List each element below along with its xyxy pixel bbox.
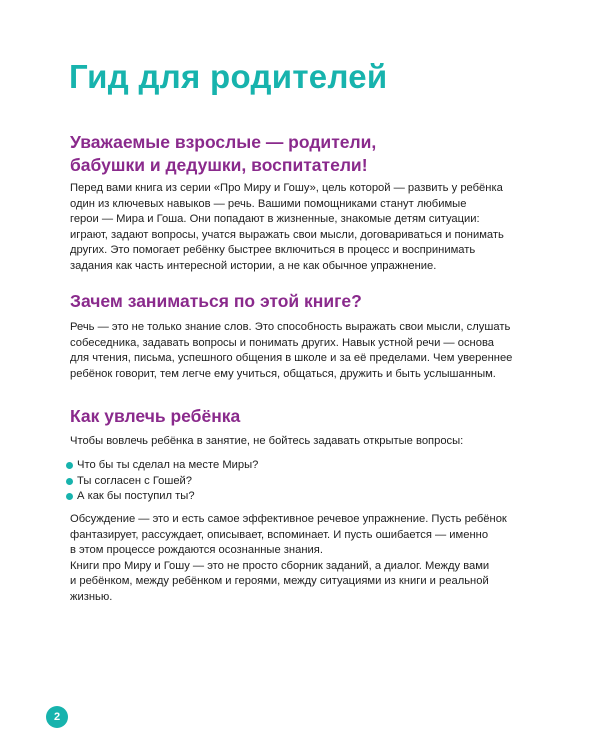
greeting-paragraph: [70, 181, 504, 274]
greeting-heading: [70, 131, 376, 177]
paragraph-line: в этом процессе рождаются осознанные знания.: [70, 544, 323, 556]
paragraph-line: и ребёнком, между ребёнком и героями, между ситуациями из книги и реальной: [70, 575, 489, 587]
paragraph-line: Обсуждение — это и есть самое эффективное речевое упражнение. Пусть ребёнок: [70, 513, 507, 525]
why-paragraph: [70, 320, 512, 382]
list-item: [66, 458, 258, 474]
list-item: [66, 489, 258, 505]
why-heading: Зачем заниматься по этой книге?: [70, 291, 362, 311]
paragraph-line: задания как часть интересной истории, а не как обычное упражнение.: [70, 259, 437, 272]
bullet-dot-icon: [66, 462, 73, 469]
paragraph-line: герои — Мира и Гоша. Они попадают в жизненные, знакомые детям ситуации:: [70, 213, 480, 225]
greeting-heading-line: бабушки и дедушки, воспитатели!: [70, 155, 368, 175]
list-item: [66, 474, 258, 490]
paragraph-line: играют, задают вопросы, учатся выражать свои мысли, договариваться и понимать: [70, 228, 504, 241]
paragraph-line: Книги про Миру и Гошу — это не просто сборник заданий, а диалог. Между вами: [70, 559, 490, 572]
greeting-heading-line: Уважаемые взрослые — родители,: [70, 132, 377, 152]
page-number-badge: 2: [46, 706, 68, 728]
page-title: Гид для родителей: [69, 58, 388, 95]
paragraph-line: для чтения, письма, успешного общения в школе и за её пределами. Чем увереннее: [70, 352, 513, 364]
paragraph-line: ребёнок говорит, тем легче ему учиться, общаться, дружить и быть услышанным.: [70, 367, 496, 380]
list-item-text: Ты согласен с Гошей?: [77, 474, 193, 487]
engage-intro: [70, 434, 463, 450]
paragraph-line: Перед вами книга из серии «Про Миру и Гошу», цель которой — развить у ребёнка: [70, 182, 503, 194]
list-item-text: А как бы поступил ты?: [77, 490, 195, 502]
bullet-dot-icon: [66, 478, 73, 485]
paragraph-line: Речь — это не только знание слов. Это способность выражать свои мысли, слушать: [70, 321, 511, 333]
question-list: [66, 458, 258, 505]
engage-heading: Как увлечь ребёнка: [70, 406, 241, 426]
list-item-text: Что бы ты сделал на месте Миры?: [77, 459, 259, 471]
paragraph-line: собеседника, задавать вопросы и понимать других. Навык устной речи — основа: [70, 336, 494, 349]
bullet-dot-icon: [66, 493, 73, 500]
paragraph-line: жизнью.: [70, 590, 113, 603]
paragraph-line: один из ключевых навыков — речь. Вашими помощниками станут любимые: [70, 197, 467, 210]
paragraph-line: Чтобы вовлечь ребёнка в занятие, не бойтесь задавать открытые вопросы:: [70, 435, 464, 447]
paragraph-line: других. Это помогает ребёнку быстрее включиться в процесс и воспринимать: [70, 244, 476, 256]
paragraph-line: фантазирует, рассуждает, описывает, вспоминает. И пусть ошибается — именно: [70, 528, 489, 541]
engage-paragraph: [70, 512, 507, 605]
